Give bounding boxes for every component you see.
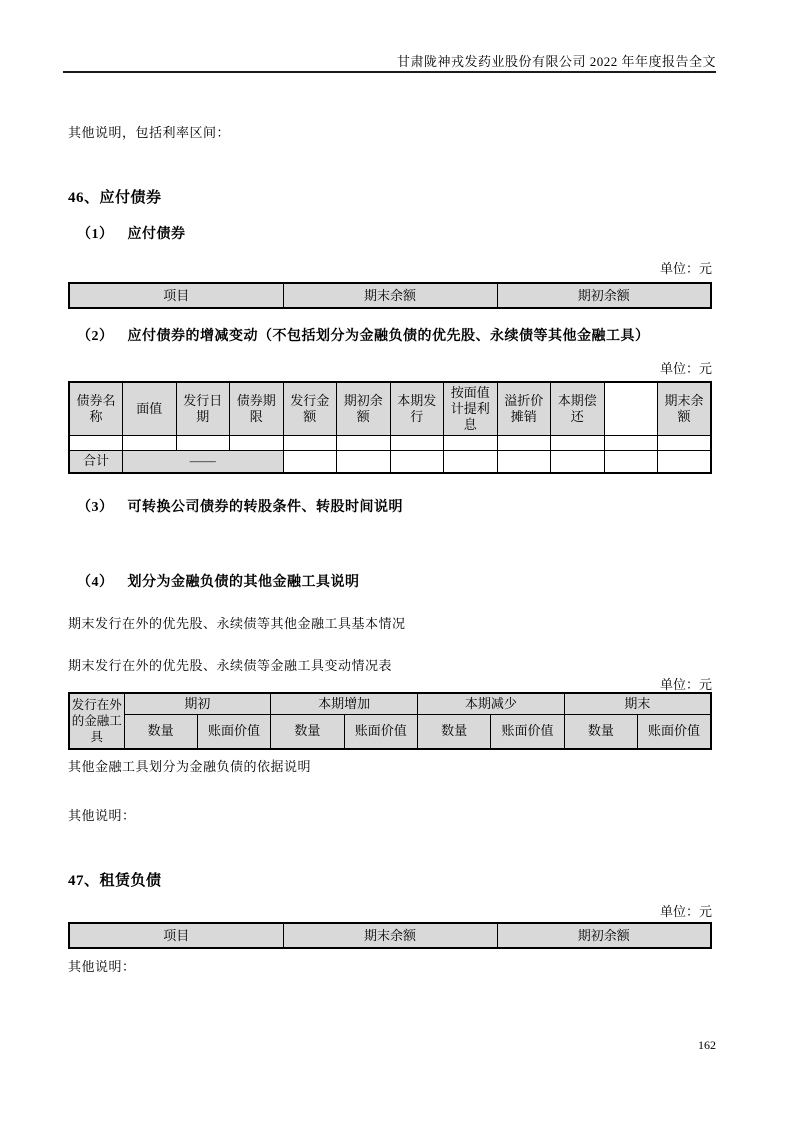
group-header: 本期减少 — [418, 693, 565, 715]
column-header: 期末余额 — [283, 923, 497, 948]
note-other: 其他说明： — [68, 808, 136, 823]
empty-cell — [283, 436, 337, 451]
empty-cell — [497, 451, 551, 473]
subsection-text: 应付债券的增减变动（不包括划分为金融负债的优先股、永续债等其他金融工具） — [127, 329, 650, 344]
empty-cell — [337, 436, 391, 451]
column-header: 按面值计提利息 — [444, 382, 498, 436]
column-header: 发行日期 — [176, 382, 230, 436]
empty-cell — [658, 436, 712, 451]
empty-cell — [176, 436, 230, 451]
note-other: 其他说明： — [68, 959, 136, 974]
unit-label: 单位：元 — [659, 261, 712, 276]
empty-cell — [444, 436, 498, 451]
sub-header: 账面价值 — [344, 715, 417, 749]
sub-header: 数量 — [564, 715, 637, 749]
unit-label: 单位：元 — [659, 904, 712, 919]
column-header: 项目 — [69, 283, 283, 308]
subsection-number: （3） — [77, 500, 114, 515]
empty-cell — [69, 436, 123, 451]
table-row — [69, 436, 711, 451]
empty-cell — [551, 451, 605, 473]
subsection-number: （1） — [77, 227, 114, 242]
page-number: 162 — [698, 1038, 716, 1052]
column-header: 期末余额 — [283, 283, 497, 308]
column-header: 债券期限 — [230, 382, 284, 436]
table-subheader-row — [69, 715, 711, 749]
column-header-blank — [604, 382, 658, 436]
note-instruments-change: 期末发行在外的优先股、永续债等金融工具变动情况表 — [68, 658, 393, 673]
total-dash-cell: —— — [123, 451, 284, 473]
column-header: 本期偿还 — [551, 382, 605, 436]
empty-cell — [604, 436, 658, 451]
empty-cell — [283, 451, 337, 473]
empty-cell — [390, 451, 444, 473]
sub-header: 账面价值 — [638, 715, 711, 749]
section-46-2-title — [68, 325, 712, 345]
subsection-text: 应付债券 — [127, 227, 186, 242]
bonds-payable-table — [68, 282, 712, 309]
sub-header: 数量 — [418, 715, 491, 749]
total-label-cell: 合计 — [69, 451, 123, 473]
table-header-row — [69, 382, 711, 436]
empty-cell — [444, 451, 498, 473]
empty-cell — [604, 451, 658, 473]
column-header: 发行金额 — [283, 382, 337, 436]
page-header-title: 甘肃陇神戎发药业股份有限公司 2022 年年度报告全文 — [396, 54, 716, 69]
subsection-number: （2） — [77, 329, 114, 344]
column-header: 期初余额 — [337, 382, 391, 436]
column-header: 项目 — [69, 923, 283, 948]
header-rule — [63, 71, 716, 73]
unit-label: 单位：元 — [659, 677, 712, 692]
table-group-header-row — [69, 693, 711, 715]
table-total-row — [69, 451, 711, 473]
other-note-interest-range: 其他说明，包括利率区间： — [68, 125, 231, 140]
section-47-title: 47、租赁负债 — [68, 873, 162, 889]
note-classification-basis: 其他金融工具划分为金融负债的依据说明 — [68, 759, 312, 774]
table-header-row — [69, 283, 711, 308]
column-header: 溢折价摊销 — [497, 382, 551, 436]
lease-liabilities-table — [68, 922, 712, 949]
column-header: 期初余额 — [497, 923, 711, 948]
group-header: 期末 — [564, 693, 711, 715]
column-header: 本期发行 — [390, 382, 444, 436]
subsection-text: 划分为金融负债的其他金融工具说明 — [127, 575, 360, 590]
section-46-title: 46、应付债券 — [68, 190, 162, 206]
empty-cell — [658, 451, 712, 473]
sub-header: 数量 — [271, 715, 344, 749]
empty-cell — [551, 436, 605, 451]
sub-header: 数量 — [124, 715, 197, 749]
sub-header: 账面价值 — [197, 715, 270, 749]
unit-label: 单位：元 — [659, 361, 712, 376]
column-header: 面值 — [123, 382, 177, 436]
section-46-4-title — [68, 571, 712, 591]
column-header: 债券名称 — [69, 382, 123, 436]
section-46-3-title — [68, 496, 712, 516]
subsection-number: （4） — [77, 575, 114, 590]
empty-cell — [390, 436, 444, 451]
financial-instruments-table — [68, 692, 712, 750]
bonds-movement-table — [68, 381, 712, 474]
subsection-text: 可转换公司债券的转股条件、转股时间说明 — [127, 500, 403, 515]
section-46-1-title — [68, 223, 712, 243]
note-instruments-basic: 期末发行在外的优先股、永续债等其他金融工具基本情况 — [68, 616, 406, 631]
corner-header: 发行在外的金融工具 — [69, 693, 124, 749]
empty-cell — [123, 436, 177, 451]
group-header: 本期增加 — [271, 693, 418, 715]
sub-header: 账面价值 — [491, 715, 564, 749]
column-header: 期初余额 — [497, 283, 711, 308]
column-header: 期末余额 — [658, 382, 712, 436]
table-header-row — [69, 923, 711, 948]
empty-cell — [230, 436, 284, 451]
empty-cell — [497, 436, 551, 451]
empty-cell — [337, 451, 391, 473]
group-header: 期初 — [124, 693, 271, 715]
